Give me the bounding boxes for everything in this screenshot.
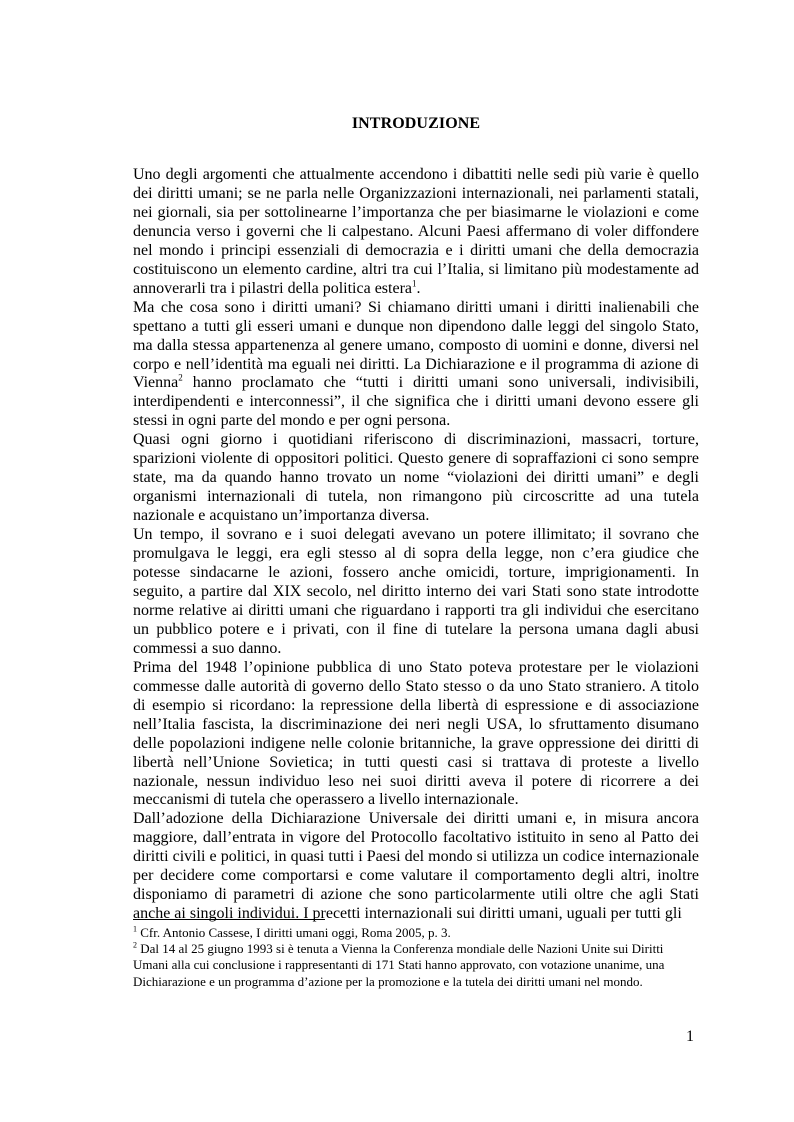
footnote-text: Cfr. Antonio Cassese, I diritti umani oggi, Roma 2005, p. 3. <box>137 925 451 940</box>
paragraph-text: Uno degli argomenti che attualmente accendono i dibattiti nelle sedi più varie è quello dei diritti umani; se ne parla nelle Organizzazioni internazionali, nei parlamenti statali, nei giornali, sia per sottolinearne l’importanza che per biasimarne le violazioni e come denuncia verso i governi che li calpestano. Alcuni Paesi affermano di voler diffondere nel mondo i principi essenziali di democrazia e i diritti umani che della democrazia costituiscono un elemento cardine, altri tra cui l’Italia, si limitano più modestamente ad annoverarli tra i pilastri della politica estera <box>133 166 699 297</box>
body-text <box>133 166 699 924</box>
footnote-reference-1[interactable]: 1 <box>412 278 417 289</box>
footnote-number: 1 <box>133 924 137 934</box>
paragraph-4: Un tempo, il sovrano e i suoi delegati avevano un potere illimitato; il sovrano che promulgava le leggi, era egli stesso al di sopra della legge, non c’era giudice che potesse sindacarne le azioni, fossero anche omicidi, torture, imprigionamenti. In seguito, a partire dal XIX secolo, nel diritto interno dei vari Stati sono state introdotte norme relative ai diritti umani che riguardano i rapporti tra gli individui che esercitano un pubblico potere e i privati, con il fine di tutelare la persona umana dagli abusi commessi a suo danno. <box>133 526 699 657</box>
paragraph-text: Ma che cosa sono i diritti umani? Si chiamano diritti umani i diritti inalienabili che spettano a tutti gli esseri umani e dunque non dipendono dalle leggi del singolo Stato, ma dalla stessa appartenenza al genere umano, composto di uomini e donne, diversi nel corpo e nell’identità ma eguali nei diritti. La Dichiarazione e il programma di azione di Vienna <box>133 298 699 392</box>
footnote-number: 2 <box>133 940 137 950</box>
footnote-text: Dal 14 al 25 giugno 1993 si è tenuta a Vienna la Conferenza mondiale delle Nazioni Unite sui Diritti Umani alla cui conclusione i rappresentanti di 171 Stati hanno approvato, con votazione unanime, una Dichiarazione e un programma d’azione per la promozione e la tutela dei diritti umani nel mondo. <box>133 941 665 989</box>
page-number: 1 <box>686 1028 694 1045</box>
footnote-divider <box>133 919 325 920</box>
footnote-reference-2[interactable]: 2 <box>178 373 183 384</box>
paragraph-2 <box>133 299 699 432</box>
paragraph-text: . <box>416 279 421 297</box>
paragraph-1 <box>133 166 699 299</box>
paragraph-5: Prima del 1948 l’opinione pubblica di uno Stato poteva protestare per le violazioni commesse dalle autorità di governo dello Stato stesso o da uno Stato straniero. A titolo di esempio si ricordano: la repressione della libertà di espressione e di associazione nell’Italia fascista, la discriminazione dei neri negli USA, lo sfruttamento disumano delle popolazioni indigene nelle colonie britanniche, la grave oppressione dei diritti di libertà nell’Unione Sovietica; in tutti questi casi si trattava di proteste a livello nazionale, nessun individuo leso nei suoi diritti aveva il potere di ricorrere a dei meccanismi di tutela che operassero a livello internazionale. <box>133 658 699 809</box>
page-title: INTRODUZIONE <box>351 115 481 132</box>
footnote-1 <box>133 925 699 941</box>
footnote-2 <box>133 941 699 990</box>
paragraph-text: hanno proclamato che “tutti i diritti umani sono universali, indivisibili, interdipendenti e interconnessi”, il che significa che i diritti umani devono essere gli stessi in ogni parte del mondo e per ogni persona. <box>133 374 699 430</box>
paragraph-3: Quasi ogni giorno i quotidiani riferiscono di discriminazioni, massacri, torture, sparizioni violente di oppositori politici. Questo genere di sopraffazioni ci sono sempre state, ma da quando hanno trovato un nome “violazioni dei diritti umani” e degli organismi internazionali di tutela, non rimangono più circoscritte ad una tutela nazionale e acquistano un’importanza diversa. <box>133 431 699 525</box>
footnotes <box>133 925 699 990</box>
paragraph-6: Dall’adozione della Dichiarazione Universale dei diritti umani e, in misura ancora maggiore, dall’entrata in vigore del Protocollo facoltativo istituito in seno al Patto dei diritti civili e politici, in quasi tutti i Paesi del mondo si utilizza un codice internazionale per decidere come comportarsi e come valutare il comportamento degli altri, inoltre disponiamo di parametri di azione che sono particolarmente utili oltre che agli Stati anche ai singoli individui. I precetti internazionali sui diritti umani, uguali per tutti gli <box>133 810 699 923</box>
